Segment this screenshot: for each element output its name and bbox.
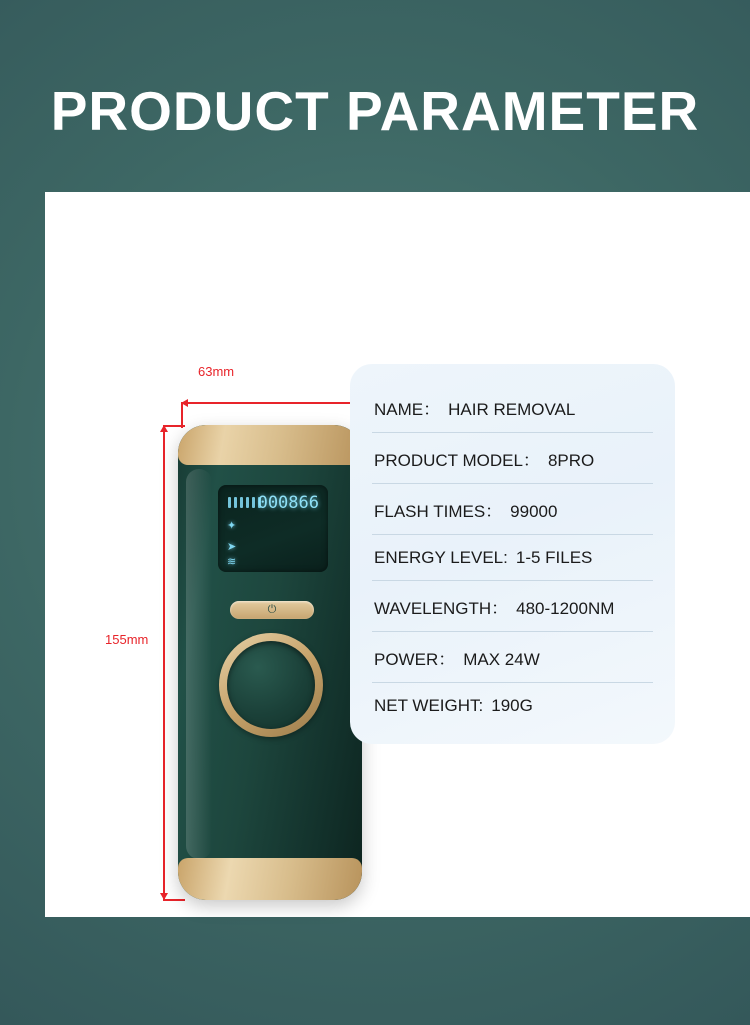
hand-mode-icon: ➤ — [227, 541, 237, 553]
spec-label: POWER： — [374, 650, 456, 669]
device-highlight — [186, 469, 212, 859]
height-dimension-line — [163, 425, 165, 900]
height-tick-top — [163, 425, 185, 427]
height-tick-bottom — [163, 899, 185, 901]
height-dimension-label: 155mm — [105, 632, 149, 647]
width-dimension-line — [181, 402, 363, 404]
spec-value: 480-1200NM — [516, 599, 615, 618]
content-card — [45, 192, 750, 917]
spec-row — [372, 535, 653, 581]
spec-row — [372, 581, 653, 632]
spec-value: 99000 — [510, 502, 558, 521]
spec-row — [372, 433, 653, 484]
spec-label: NET WEIGHT: — [374, 696, 484, 715]
device-bottom-cap — [178, 858, 362, 900]
spec-row — [372, 484, 653, 535]
spec-label: WAVELENGTH： — [374, 599, 509, 618]
power-button[interactable] — [230, 601, 314, 619]
wifi-icon: ≋ — [227, 556, 237, 568]
flash-button-inner — [227, 641, 315, 729]
power-icon: ⏻ — [267, 603, 277, 616]
flash-button[interactable] — [219, 633, 323, 737]
spec-value: MAX 24W — [463, 650, 540, 669]
page-title: PRODUCT PARAMETER — [50, 80, 700, 142]
width-dimension-label: 63mm — [198, 364, 235, 379]
spec-label: NAME： — [374, 400, 441, 419]
spec-label: ENERGY LEVEL: — [374, 548, 508, 567]
spec-value: 190G — [491, 696, 533, 715]
device-top-cap — [178, 425, 362, 465]
spec-label: FLASH TIMES： — [374, 502, 503, 521]
spec-panel — [350, 364, 675, 744]
spec-value: 1-5 FILES — [515, 548, 593, 567]
spec-row — [372, 683, 653, 728]
ipl-device-body — [178, 425, 362, 900]
spec-row — [372, 632, 653, 683]
flash-mode-icon: ✦ — [227, 520, 237, 532]
spec-row — [372, 382, 653, 433]
spec-value: HAIR REMOVAL — [448, 400, 576, 419]
device-display — [218, 485, 328, 572]
display-counter: 000866 — [257, 493, 319, 513]
signal-bars-icon — [228, 497, 261, 508]
spec-label: PRODUCT MODEL： — [374, 451, 540, 470]
spec-value: 8PRO — [547, 451, 595, 470]
